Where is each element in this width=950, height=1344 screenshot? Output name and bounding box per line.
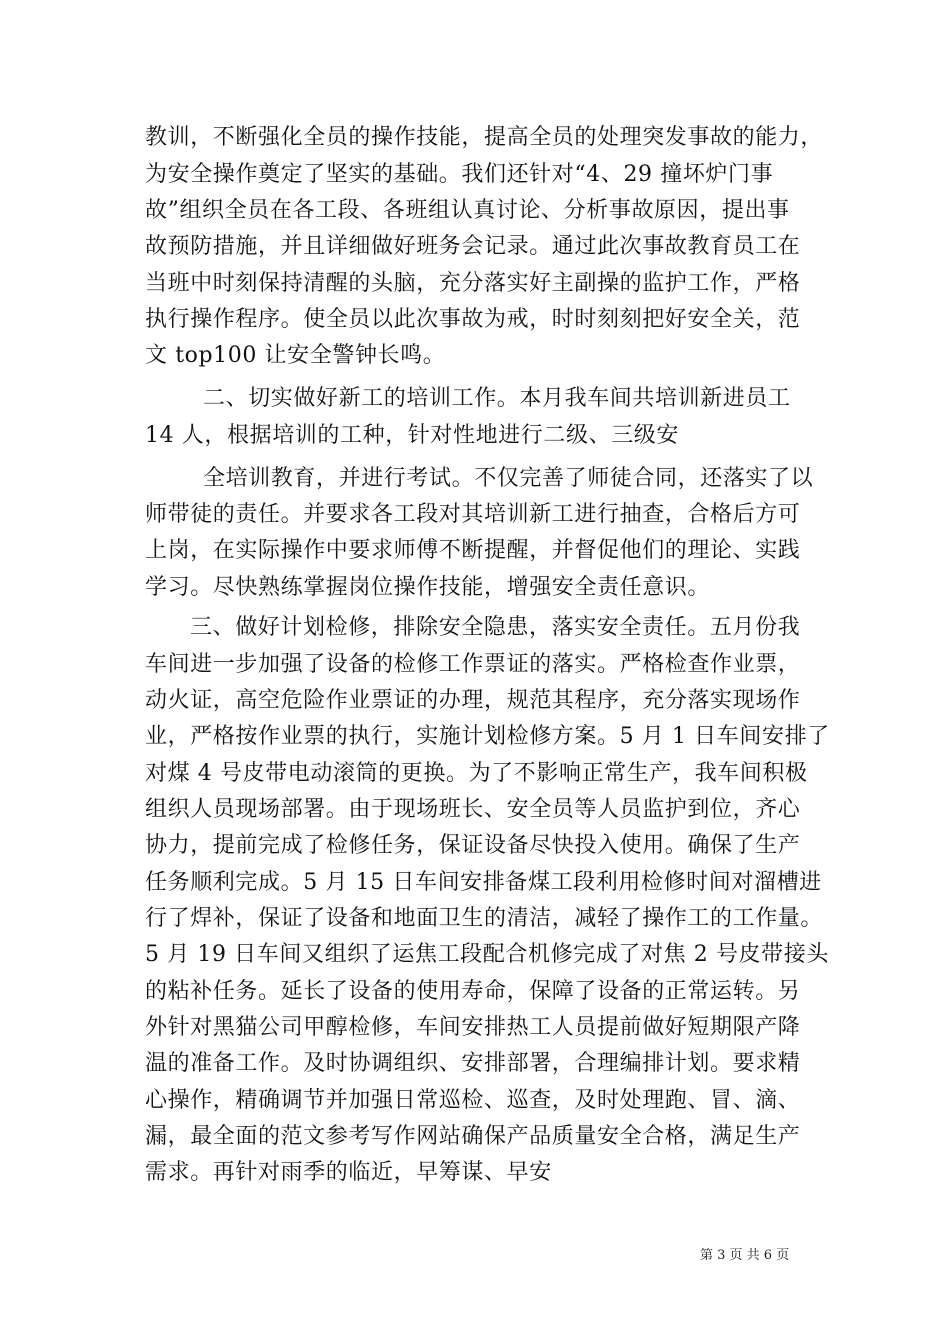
text-line: 协力，提前完成了检修任务，保证设备尽快投入使用。确保了生产	[145, 833, 801, 858]
text-line: 温的准备工作。及时协调组织、安排部署，合理编排计划。要求精	[145, 1051, 801, 1076]
text-line: 对煤 4 号皮带电动滚筒的更换。为了不影响正常生产，我车间积极	[145, 761, 808, 786]
text-line: 教训，不断强化全员的操作技能，提高全员的处理突发事故的能力，	[145, 125, 824, 150]
text-line: 上岗，在实际操作中要求师傅不断提醒，并督促他们的理论、实践	[145, 538, 801, 563]
text-line: 当班中时刻保持清醒的头脑，充分落实好主副操的监护工作，严格	[145, 271, 801, 296]
text-line: 故”组织全员在各工段、各班组认真讨论、分析事故原因，提出事	[145, 198, 790, 223]
section-heading-line: 二、切实做好新工的培训工作。本月我车间共培训新进员工	[203, 386, 791, 411]
text-line: 漏，最全面的范文参考写作网站确保产品质量安全合格，满足生产	[145, 1124, 801, 1149]
text-line: 执行操作程序。使全员以此次事故为戒，时时刻刻把好安全关，范	[145, 307, 801, 332]
text-line: 业，严格按作业票的执行，实施计划检修方案。5 月 1 日车间安排了	[145, 724, 830, 749]
text-line: 动火证，高空危险作业票证的办理，规范其程序，充分落实现场作	[145, 688, 801, 713]
text-line: 5 月 19 日车间又组织了运焦工段配合机修完成了对焦 2 号皮带接头	[145, 942, 829, 967]
text-line: 心操作，精确调节并加强日常巡检、巡查，及时处理跑、冒、滴、	[145, 1088, 801, 1113]
text-line: 师带徒的责任。并要求各工段对其培训新工进行抽查，合格后方可	[145, 502, 801, 527]
section-heading-line: 三、做好计划检修，排除安全隐患，落实安全责任。五月份我	[190, 615, 801, 640]
text-line: 为安全操作奠定了坚实的基础。我们还针对“4、29 撞坏炉门事	[145, 162, 774, 187]
text-line: 需求。再针对雨季的临近，早筹谋、早安	[145, 1160, 552, 1185]
text-line: 文 top100 让安全警钟长鸣。	[145, 343, 446, 368]
text-line: 车间进一步加强了设备的检修工作票证的落实。严格检查作业票，	[145, 652, 801, 677]
text-line: 故预防措施，并且详细做好班务会记录。通过此次事故教育员工在	[145, 234, 801, 259]
text-line: 外针对黑猫公司甲醇检修，车间安排热工人员提前做好短期限产降	[145, 1015, 801, 1040]
text-line: 14 人，根据培训的工种，针对性地进行二级、三级安	[145, 423, 679, 448]
text-line: 行了焊补，保证了设备和地面卫生的清洁，减轻了操作工的工作量。	[145, 906, 824, 931]
text-line: 全培训教育，并进行考试。不仅完善了师徒合同，还落实了以	[203, 466, 814, 491]
text-line: 组织人员现场部署。由于现场班长、安全员等人员监护到位，齐心	[145, 797, 801, 822]
text-line: 学习。尽快熟练掌握岗位操作技能，增强安全责任意识。	[145, 575, 711, 600]
text-line: 任务顺利完成。5 月 15 日车间安排备煤工段利用检修时间对溜槽进	[145, 870, 822, 895]
text-line: 的粘补任务。延长了设备的使用寿命，保障了设备的正常运转。另	[145, 979, 801, 1004]
page-indicator: 第 3 页 共 6 页	[700, 1248, 790, 1263]
